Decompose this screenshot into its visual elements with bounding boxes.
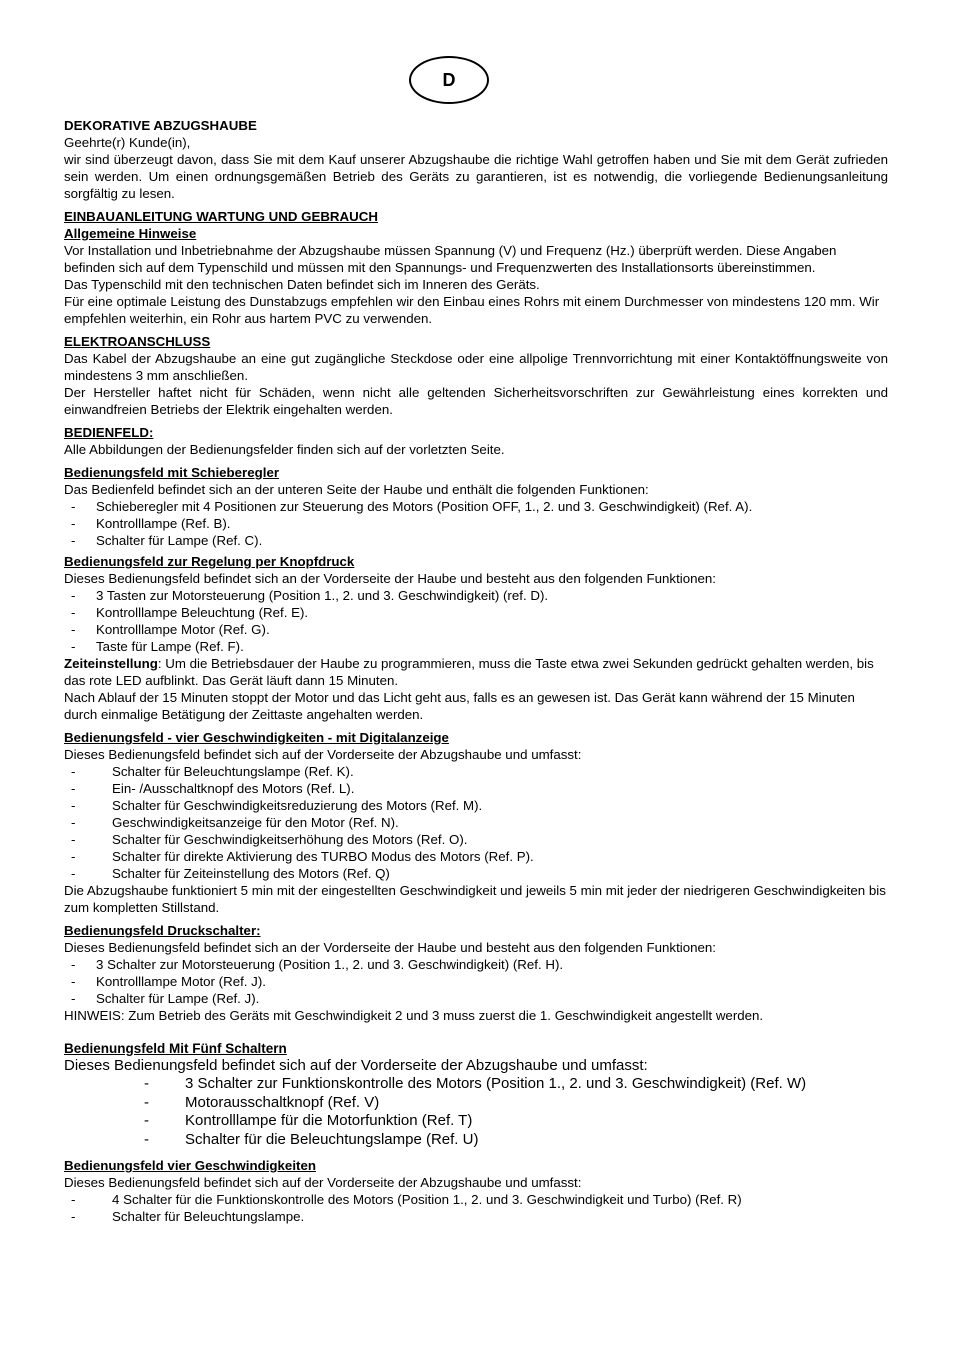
list-item: - 3 Tasten zur Motorsteuerung (Position 1., 2. und 3. Geschwindigkeit) (ref. D). <box>71 588 549 603</box>
list-item: - Motorausschaltknopf (Ref. V) <box>144 1093 380 1111</box>
four-speed-panel-list <box>64 1191 888 1225</box>
electric-heading: ELEKTROANSCHLUSS <box>64 334 211 349</box>
timer-paragraph <box>64 655 888 689</box>
press-panel-list <box>64 956 888 1007</box>
list-item: - Schalter für Geschwindigkeitserhöhung des Motors (Ref. O). <box>71 832 468 847</box>
slider-panel-list <box>64 498 888 549</box>
list-item: - Schalter für Lampe (Ref. C). <box>71 533 263 548</box>
four-speed-panel-intro: Dieses Bedienungsfeld befindet sich auf der Vorderseite der Abzugshaube und umfasst: <box>64 1175 582 1191</box>
digital-panel-after: Die Abzugshaube funktioniert 5 min mit der eingestellten Geschwindigkeit und jeweils 5 min mit jeder der niedrigeren Geschwindigkeiten bis zum kompletten Stillstand. <box>64 883 886 915</box>
list-item: - Kontrolllampe Motor (Ref. G). <box>71 622 270 637</box>
list-item: - Schalter für Lampe (Ref. J). <box>71 991 260 1006</box>
install-paragraph-1: Vor Installation und Inbetriebnahme der Abzugshaube müssen Spannung (V) und Frequenz (Hz.) überprüft werden. Diese Angaben befinden sich auf dem Typenschild und müssen mit den Spannungs- und Frequenzwerten des Installationsorts übereinstimmen. <box>64 243 837 275</box>
page-content <box>64 117 888 1225</box>
five-switch-panel-list <box>64 1075 888 1149</box>
list-item: - Schalter für Geschwindigkeitsreduzierung des Motors (Ref. M). <box>71 798 483 813</box>
press-panel-intro: Dieses Bedienungsfeld befindet sich an der Vorderseite der Haube und besteht aus den folgenden Funktionen: <box>64 940 717 955</box>
page-title: DEKORATIVE ABZUGSHAUBE <box>64 118 257 133</box>
list-item: - Schalter für die Beleuchtungslampe (Ref. U) <box>144 1130 479 1148</box>
list-item: - Schalter für Beleuchtungslampe (Ref. K). <box>71 764 354 779</box>
timer-label: Zeiteinstellung <box>64 656 158 671</box>
button-panel-intro: Dieses Bedienungsfeld befindet sich an der Vorderseite der Haube und besteht aus den folgenden Funktionen: <box>64 571 717 586</box>
greeting: Geehrte(r) Kunde(in), <box>64 135 191 150</box>
five-switch-panel-intro: Dieses Bedienungsfeld befindet sich auf der Vorderseite der Abzugshaube und umfasst: <box>64 1057 648 1074</box>
list-item: - Schalter für Beleuchtungslampe. <box>71 1209 305 1225</box>
press-panel-note: HINWEIS: Zum Betrieb des Geräts mit Geschwindigkeit 2 und 3 muss zuerst die 1. Geschwindigkeit angestellt werden. <box>64 1008 764 1023</box>
list-item: - Kontrolllampe Motor (Ref. J). <box>71 974 266 989</box>
list-item: - Kontrolllampe (Ref. B). <box>71 516 231 531</box>
button-panel-heading: Bedienungsfeld zur Regelung per Knopfdruck <box>64 554 355 569</box>
language-badge <box>409 56 489 104</box>
list-item: - Geschwindigkeitsanzeige für den Motor (Ref. N). <box>71 815 399 830</box>
list-item: - Taste für Lampe (Ref. F). <box>71 639 244 654</box>
list-item: - 3 Schalter zur Funktionskontrolle des Motors (Position 1., 2. und 3. Geschwindigkeit) (Ref. W) <box>144 1075 807 1093</box>
intro-paragraph: wir sind überzeugt davon, dass Sie mit dem Kauf unserer Abzugshaube die richtige Wahl getroffen haben und Sie mit dem Gerät zufrieden sein werden. Um einen ordnungsgemäßen Betrieb des Geräts zu garantieren, ist es notwendig, die vorliegende Bedienungsanleitung sorgfältig zu lesen. <box>64 152 888 201</box>
list-item: - Ein- /Ausschaltknopf des Motors (Ref. L). <box>71 781 355 796</box>
slider-panel-intro: Das Bedienfeld befindet sich an der unteren Seite der Haube und enthält die folgenden Funktionen: <box>64 482 649 497</box>
timer-after-paragraph: Nach Ablauf der 15 Minuten stoppt der Motor und das Licht geht aus, falls es an gewesen ist. Das Gerät kann während der 15 Minuten durch einmalige Betätigung der Zeittaste angehalten werden. <box>64 690 855 722</box>
five-switch-panel-heading: Bedienungsfeld Mit Fünf Schaltern <box>64 1041 287 1056</box>
four-speed-panel-heading: Bedienungsfeld vier Geschwindigkeiten <box>64 1158 316 1174</box>
panel-paragraph: Alle Abbildungen der Bedienungsfelder finden sich auf der vorletzten Seite. <box>64 442 505 457</box>
list-item: - Kontrolllampe Beleuchtung (Ref. E). <box>71 605 309 620</box>
install-paragraph-2: Das Typenschild mit den technischen Daten befindet sich im Inneren des Geräts. <box>64 277 540 292</box>
list-item: - Schieberegler mit 4 Positionen zur Steuerung des Motors (Position OFF, 1., 2. und 3. Geschwindigkeit) (Ref. A). <box>71 499 753 514</box>
slider-panel-heading: Bedienungsfeld mit Schieberegler <box>64 465 280 480</box>
list-item: - Schalter für direkte Aktivierung des TURBO Modus des Motors (Ref. P). <box>71 849 534 864</box>
button-panel-list <box>64 587 888 655</box>
list-item: - 3 Schalter zur Motorsteuerung (Position 1., 2. und 3. Geschwindigkeit) (Ref. H). <box>71 957 564 972</box>
general-notes-heading: Allgemeine Hinweise <box>64 226 197 241</box>
panel-heading: BEDIENFELD: <box>64 425 154 440</box>
press-panel-heading: Bedienungsfeld Druckschalter: <box>64 923 261 938</box>
digital-panel-intro: Dieses Bedienungsfeld befindet sich auf der Vorderseite der Abzugshaube und umfasst: <box>64 747 582 762</box>
install-paragraph-3: Für eine optimale Leistung des Dunstabzugs empfehlen wir den Einbau eines Rohrs mit einem Durchmesser von mindestens 120 mm. Wir empfehlen weiterhin, ein Rohr aus hartem PVC zu verwenden. <box>64 294 880 326</box>
electric-paragraph-1: Das Kabel der Abzugshaube an eine gut zugängliche Steckdose oder eine allpolige Trennvorrichtung mit einer Kontaktöffnungsweite von mindestens 3 mm anschließen. <box>64 351 888 383</box>
install-heading: EINBAUANLEITUNG WARTUNG UND GEBRAUCH <box>64 209 378 224</box>
digital-panel-heading: Bedienungsfeld - vier Geschwindigkeiten - mit Digitalanzeige <box>64 730 449 745</box>
list-item: - 4 Schalter für die Funktionskontrolle des Motors (Position 1., 2. und 3. Geschwindigkeit und Turbo) (Ref. R) <box>71 1192 742 1208</box>
list-item: - Schalter für Zeiteinstellung des Motors (Ref. Q) <box>71 866 390 881</box>
language-letter: D <box>442 69 456 90</box>
timer-text: : Um die Betriebsdauer der Haube zu programmieren, muss die Taste etwa zwei Sekunden gedrückt gehalten werden, bis das rote LED aufblinkt. Das Gerät läuft dann 15 Minuten. <box>64 656 874 688</box>
list-item: - Kontrolllampe für die Motorfunktion (Ref. T) <box>144 1112 473 1130</box>
digital-panel-list <box>64 763 888 882</box>
electric-paragraph-2: Der Hersteller haftet nicht für Schäden, wenn nicht alle geltenden Sicherheitsvorschriften zur Gewährleistung eines korrekten und einwandfreien Betriebs der Elektrik eingehalten werden. <box>64 385 888 417</box>
